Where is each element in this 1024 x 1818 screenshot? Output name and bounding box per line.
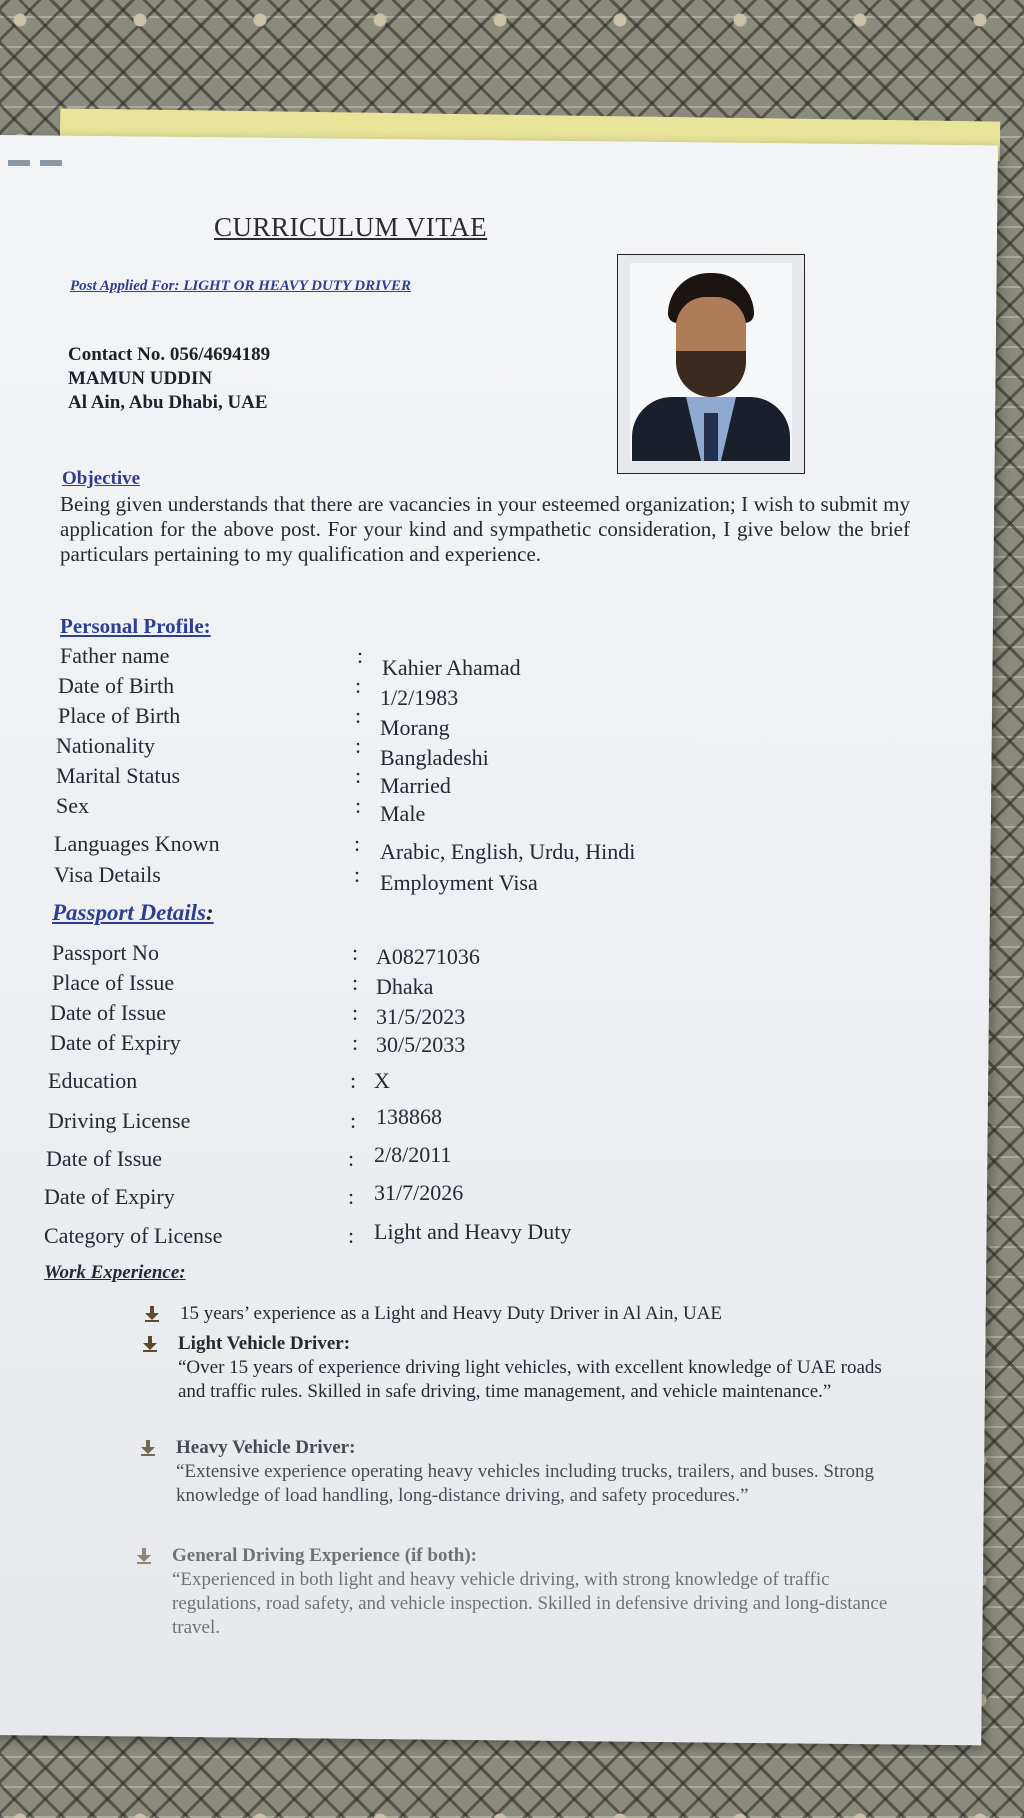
work-item-title: Heavy Vehicle Driver:	[176, 1437, 356, 1458]
passport-label: Date of Issue	[46, 1146, 163, 1171]
separator-colon: :	[352, 970, 359, 995]
arrow-bullet-icon	[140, 1440, 156, 1456]
separator-colon: :	[348, 1146, 355, 1171]
heading-colon: :	[205, 900, 214, 925]
profile-label: Father name	[60, 643, 170, 668]
separator-colon: :	[355, 733, 362, 758]
passport-heading-text: Passport Details	[52, 900, 206, 925]
separator-colon: :	[352, 1030, 359, 1055]
separator-colon: :	[355, 673, 362, 698]
passport-details-heading	[52, 900, 214, 926]
passport-value: A08271036	[376, 944, 480, 969]
passport-value: 30/5/2033	[376, 1032, 466, 1057]
arrow-bullet-icon	[136, 1548, 152, 1564]
work-experience-heading	[44, 1262, 186, 1284]
separator-colon: :	[354, 831, 361, 856]
contact-block	[68, 343, 270, 415]
profile-label: Marital Status	[56, 763, 181, 788]
profile-value: Employment Visa	[380, 870, 538, 895]
passport-label: Driving License	[48, 1108, 191, 1133]
separator-colon: :	[355, 703, 362, 728]
profile-label: Sex	[56, 793, 89, 818]
passport-label: Place of Issue	[52, 970, 175, 995]
profile-value: Married	[380, 773, 451, 798]
passport-value: X	[374, 1068, 390, 1093]
pencil-mark	[8, 160, 68, 166]
passport-value: 31/7/2026	[374, 1180, 464, 1205]
work-item-text: 15 years’ experience as a Light and Heavy Duty Driver in Al Ain, UAE	[180, 1303, 723, 1324]
profile-label: Place of Birth	[58, 703, 181, 728]
passport-value: 2/8/2011	[374, 1142, 452, 1167]
profile-value: Bangladeshi	[380, 745, 489, 770]
work-item-text: “Experienced in both light and heavy vehicle driving, with strong knowledge of traffic regulations, road safety, and vehicle inspection. Skilled in defensive driving and long-distance travel.	[172, 1569, 888, 1638]
work-item-title: General Driving Experience (if both):	[172, 1545, 478, 1566]
profile-value: Male	[380, 801, 426, 826]
separator-colon: :	[348, 1223, 355, 1248]
passport-label: Date of Expiry	[44, 1184, 175, 1209]
post-applied: Post Applied For: LIGHT OR HEAVY DUTY DRIVER	[70, 278, 411, 294]
work-item-text: “Over 15 years of experience driving light vehicles, with excellent knowledge of UAE roads and traffic rules. Skilled in safe driving, time management, and vehicle maintenance.”	[178, 1357, 882, 1402]
portrait-photo	[617, 254, 805, 474]
cv-title: CURRICULUM VITAE	[214, 212, 488, 242]
photo-tie	[704, 413, 718, 461]
passport-label: Passport No	[52, 940, 159, 965]
passport-label: Date of Expiry	[50, 1030, 181, 1055]
profile-label: Languages Known	[54, 831, 220, 856]
profile-label: Date of Birth	[58, 673, 175, 698]
separator-colon: :	[350, 1068, 357, 1093]
separator-colon: :	[348, 1184, 355, 1209]
profile-label: Nationality	[56, 733, 155, 758]
separator-colon: :	[355, 763, 362, 788]
work-item-text: “Extensive experience operating heavy vehicles including trucks, trailers, and buses. Strong knowledge of load handling, long-distance driving, and safety procedures.”	[176, 1461, 875, 1506]
separator-colon: :	[354, 862, 361, 887]
separator-colon: :	[355, 793, 362, 818]
passport-label: Category of License	[44, 1223, 223, 1248]
profile-label: Visa Details	[54, 862, 161, 887]
contact-phone: Contact No. 056/4694189	[68, 344, 271, 365]
work-item	[176, 1436, 901, 1508]
profile-value: 1/2/1983	[380, 685, 459, 710]
work-item-title: Light Vehicle Driver:	[178, 1333, 351, 1354]
separator-colon: :	[352, 1000, 359, 1025]
work-item	[180, 1302, 840, 1326]
contact-location: Al Ain, Abu Dhabi, UAE	[68, 392, 268, 413]
personal-profile-heading: Personal Profile:	[60, 614, 211, 638]
heading-colon: :	[179, 1262, 186, 1283]
separator-colon: :	[357, 643, 364, 668]
objective-heading: Objective	[62, 468, 141, 489]
passport-label: Education	[48, 1068, 138, 1093]
profile-value: Arabic, English, Urdu, Hindi	[380, 839, 636, 864]
passport-value: Dhaka	[376, 974, 434, 999]
work-heading-text: Work Experience	[44, 1262, 180, 1283]
objective-text: Being given understands that there are vacancies in your esteemed organization; I wish to submit my application for the above post. For your kind and sympathetic consideration, I give below the brief particulars pertaining to my qualification and experience.	[60, 492, 910, 566]
work-item	[172, 1544, 902, 1640]
profile-value: Kahier Ahamad	[382, 655, 521, 680]
passport-value: Light and Heavy Duty	[374, 1219, 572, 1244]
separator-colon: :	[352, 940, 359, 965]
contact-name: MAMUN UDDIN	[68, 368, 213, 389]
work-item	[178, 1332, 898, 1404]
profile-value: Morang	[380, 715, 450, 740]
arrow-bullet-icon	[142, 1336, 158, 1352]
passport-value: 31/5/2023	[376, 1004, 466, 1029]
separator-colon: :	[350, 1108, 357, 1133]
arrow-bullet-icon	[144, 1306, 160, 1322]
passport-label: Date of Issue	[50, 1000, 167, 1025]
passport-value: 138868	[376, 1104, 442, 1129]
